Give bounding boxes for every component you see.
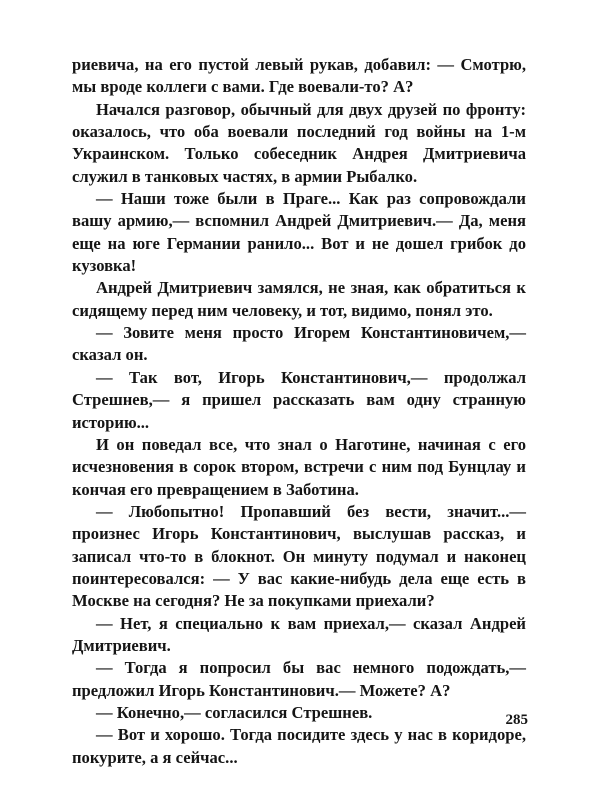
paragraph: — Конечно,— согласился Стрешнев. [96, 702, 373, 722]
paragraph: И он поведал все, что знал о Наготине, начиная с его исчезновения в сорок втором, встречи с ним под Бунцлау и кончая его превращением в Заботина. [72, 434, 526, 499]
paragraph: Начался разговор, обычный для двух друзей по фронту: оказалось, что оба воевали последний год войны на 1-м Украинском. Только собеседник Андрея Дмитриевича служил в танковых частях, в армии Рыбалко. [72, 99, 526, 186]
paragraph: — Нет, я специально к вам приехал,— сказал Андрей Дмитриевич. [72, 613, 526, 655]
page-number: 285 [505, 712, 528, 728]
paragraph: — Тогда я попросил бы вас немного подождать,— предложил Игорь Константинович.— Можете? А? [72, 658, 526, 700]
paragraph-continuation: риевича, на его пустой левый рукав, добавил: — Смотрю, мы вроде коллеги с вами. Где воевали-то? А? [72, 55, 526, 97]
body-text [72, 54, 526, 769]
paragraph: — Так вот, Игорь Константинович,— продолжал Стрешнев,— я пришел рассказать вам одну странную историю... [72, 367, 526, 432]
paragraph: — Любопытно! Пропавший без вести, значит...— произнес Игорь Константинович, выслушав рассказ, и записал что-то в блокнот. Он минуту подумал и наконец поинтересовался: — У вас какие-нибудь дела еще есть в Москве на сегодня? Не за покупками приехали? [72, 501, 526, 611]
paragraph: Андрей Дмитриевич замялся, не зная, как обратиться к сидящему перед ним человеку, и тот, видимо, понял это. [72, 278, 526, 320]
paragraph: — Зовите меня просто Игорем Константиновичем,— сказал он. [72, 323, 526, 365]
paragraph: — Наши тоже были в Праге... Как раз сопровождали вашу армию,— вспомнил Андрей Дмитриевич.— Да, меня еще на юге Германии ранило... Вот и не дошел грибок до кузовка! [72, 189, 526, 276]
paragraph: — Вот и хорошо. Тогда посидите здесь у нас в коридоре, покурите, а я сейчас... [72, 725, 526, 767]
